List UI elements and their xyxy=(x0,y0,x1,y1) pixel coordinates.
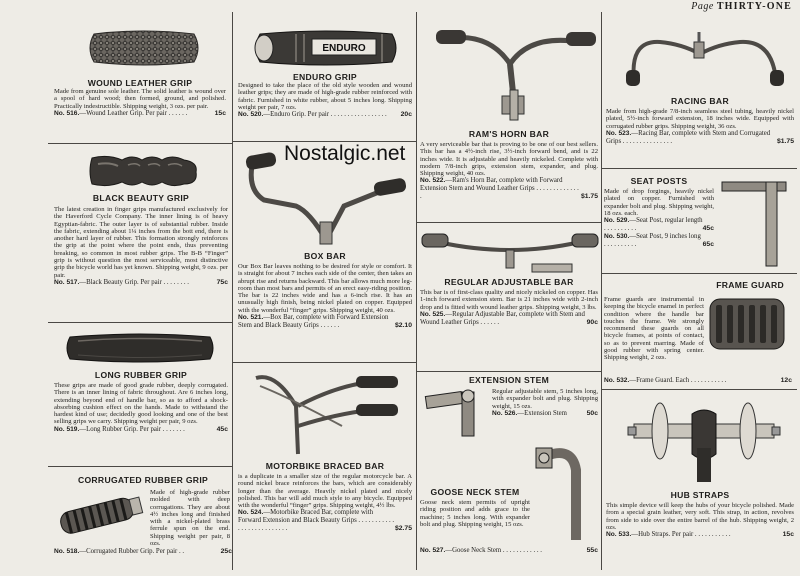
frame-guard-title: FRAME GUARD xyxy=(716,280,784,290)
racing-bar-section xyxy=(606,96,794,146)
hub-straps-section xyxy=(606,490,794,539)
rams-horn-bar-image xyxy=(430,20,596,124)
regular-adjustable-bar-title: REGULAR ADJUSTABLE BAR xyxy=(444,277,574,287)
rams-horn-bar-section xyxy=(420,129,598,201)
price: $1.75 xyxy=(580,193,598,201)
wound-leather-grip-order-line xyxy=(54,110,226,118)
section-rule xyxy=(232,362,416,363)
enduro-grip-image xyxy=(250,26,400,70)
enduro-grip-title: ENDURO GRIP xyxy=(293,72,357,82)
order-number: No. 529. xyxy=(604,217,630,225)
corrugated-rubber-grip-description: Made of high-grade rubber molded with deep corrugations. They are about 4½ inches long and finished with a nickel-plated brass ferrule spun on the end. Shipping weight per pair, 8 ozs. xyxy=(150,489,230,548)
racing-bar-image xyxy=(620,26,790,88)
order-number: No. 530. xyxy=(604,233,630,241)
section-rule xyxy=(601,389,797,390)
corrugated-rubber-grip-description-wrap xyxy=(150,489,230,547)
wound-leather-grip-image xyxy=(86,28,202,68)
price: $2.75 xyxy=(394,525,412,533)
long-rubber-grip-image xyxy=(64,331,216,365)
extension-stem-section xyxy=(420,375,598,385)
column-rule xyxy=(416,12,417,570)
section-rule xyxy=(48,466,232,467)
wound-leather-grip-section xyxy=(54,78,226,118)
goose-neck-stem-section xyxy=(420,487,530,528)
black-beauty-grip-title: BLACK BEAUTY GRIP xyxy=(92,193,190,203)
racing-bar-order-line xyxy=(606,130,794,146)
hub-straps-image xyxy=(624,394,784,486)
order-number: No. 518. xyxy=(54,548,80,555)
seat-post-regular-order-line xyxy=(604,217,714,233)
box-bar-description: Our Box Bar leaves nothing to be desired for style or comfort. It is straight for about 7 inches each side of the center, then takes an abrupt rise and returns backward. This bar allows much more leg-room than most bars and permits of an erect easy-riding position. The bar is 22 inches wide and has a 6-inch rise. It has an unusually high finish, being nickel plated on copper. Equipped with the wonderful “finger” grips. Shipping weight, 40 ozs. xyxy=(238,263,412,314)
racing-bar-title: RACING BAR xyxy=(671,96,729,106)
wound-leather-grip-title: WOUND LEATHER GRIP xyxy=(87,78,193,88)
black-beauty-grip-image xyxy=(88,150,200,192)
black-beauty-grip-description: The latest creation in finger grips manufactured exclusively for the Haverford Cycle Company. The inner lining is of heavy Egyptian-fabric. The outer layer is of substantial rubber. Inside the fabric, extending about 1¼ inches from the bott end, there is another hard layer of rubber. This formation strongly reinforces the grip at the point where the point ends, thus preventing breaking, so common in most rubber grips. The B-B “Finger” grip is without question the most serviceable, most distinctive grip the bicycle world has yet known. Shipping weight, 9 ozs. per pair. xyxy=(54,206,228,279)
order-number: No. 523. xyxy=(606,129,632,137)
motorbike-braced-bar-image xyxy=(246,366,410,456)
price: 15c xyxy=(214,109,226,117)
price: 55c xyxy=(586,547,598,554)
motorbike-braced-bar-title: MOTORBIKE BRACED BAR xyxy=(265,461,385,471)
wound-leather-grip-description: Made from genuine sole leather. The solid leather is wound over a spool of hard wood; then formed, ground, and polished. Practically indestructible. Shipping weight, 3 ozs. per pair. xyxy=(54,88,226,110)
column-rule xyxy=(601,12,602,570)
black-beauty-grip-section xyxy=(54,193,228,287)
order-description: —Hub Straps. Per pair . . . . . . . . . . . xyxy=(631,531,731,539)
long-rubber-grip-section xyxy=(54,370,228,434)
order-number: No. 517. xyxy=(54,278,80,286)
hub-straps-order-line xyxy=(606,531,794,539)
motorbike-braced-bar-order-line xyxy=(238,509,412,533)
section-rule xyxy=(416,222,601,223)
box-bar-section xyxy=(238,251,412,330)
motorbike-braced-bar-section xyxy=(238,461,412,533)
seat-post-image xyxy=(718,176,794,268)
long-rubber-grip-title: LONG RUBBER GRIP xyxy=(94,370,188,380)
price: 45c xyxy=(216,425,228,433)
goose-neck-stem-order-line xyxy=(420,547,598,555)
seat-posts-title: SEAT POSTS xyxy=(630,176,688,186)
order-description: —Motorbike Braced Bar, complete with Forward Extension and Black Beauty Grips . . . . . . . . . . . . . . . . . . . . . . . . . . xyxy=(238,509,395,533)
extension-stem-description-wrap xyxy=(492,388,598,418)
page-number: THIRTY-ONE xyxy=(716,1,792,12)
price: $2.10 xyxy=(394,322,412,330)
column-rule xyxy=(232,12,233,570)
order-description: —Corrugated Rubber Grip. Per pair . . xyxy=(79,548,185,555)
watermark: Nostalgic.net xyxy=(284,142,406,165)
price: 20c xyxy=(400,111,412,119)
extension-stem-description: Regular adjustable stem, 5 inches long, with expander bolt and plug. Shipping weight, 15 ozs. xyxy=(492,388,598,410)
price: 25c xyxy=(220,548,232,555)
long-rubber-grip-description: These grips are made of good grade rubber, deeply corrugated. There is an inner lining of fabric throughout. Are 6 inches long, extending beyond end of handle bar, so as to afford a shock-absorbing cushion effect on the hands. Made to withstand the hardest kind of use; decidedly good looking and one of the best selling grips we carry. Shipping weight per pair, 9 ozs. xyxy=(54,382,228,426)
order-description: —Black Beauty Grip. Per pair . . . . . . . . xyxy=(79,278,189,286)
frame-guard-description-wrap xyxy=(604,296,704,362)
price: 90c xyxy=(586,318,598,326)
seat-posts-description: Made of drop forgings, heavily nickel plated on copper. Furnished with expander bolt and plug. Shipping weight, 18 ozs. each. xyxy=(604,188,714,217)
goose-neck-stem-order-wrap xyxy=(420,547,598,555)
order-description: —Wound Leather Grip. Per pair . . . . . . xyxy=(79,109,188,117)
goose-neck-stem-description: Goose neck stem permits of upright riding position and adds grace to the machine; 5 inches long. With expander bolt and plug. Shipping weight, 15 ozs. xyxy=(420,499,530,528)
price: 45c xyxy=(702,225,714,233)
order-number: No. 532. xyxy=(604,377,630,384)
regular-adjustable-bar-section xyxy=(420,277,598,327)
frame-guard-description: Frame guards are instrumental in keeping the bicycle enamel in perfect condition where the handle bar touches the frame. We strongly recommend these guards on all bicycle frames, at points of contact, so as to prevent marring. Made of good rubber with spring center. Shipping weight, 2 ozs. xyxy=(604,296,704,362)
regular-adjustable-bar-order-line xyxy=(420,311,598,327)
order-description: —Seat Post, regular length . . . . . . . . . . xyxy=(604,217,703,233)
price: 65c xyxy=(702,241,714,249)
enduro-grip-section xyxy=(238,72,412,119)
corrugated-rubber-grip-order-line xyxy=(54,548,232,556)
order-number: No. 520. xyxy=(238,111,264,119)
frame-guard-order-line xyxy=(604,377,792,385)
order-description: —Ram's Horn Bar, complete with Forward Extension Stem and Wound Leather Grips . . . . . . . . . . . . . . xyxy=(420,177,579,201)
rams-horn-bar-order-line xyxy=(420,177,598,201)
order-description: —Frame Guard. Each . . . . . . . . . . . xyxy=(629,377,727,384)
section-rule xyxy=(601,168,797,169)
extension-stem-title: EXTENSION STEM xyxy=(468,375,550,385)
section-rule xyxy=(48,322,232,323)
order-description: —Box Bar, complete with Forward Extension Stem and Black Beauty Grips . . . . . . xyxy=(238,314,389,330)
seat-post-long-order-line xyxy=(604,233,714,249)
enduro-grip-description: Designed to take the place of the old style wooden and wound leather grips; they are made of high-grade rubber reinforced with fabric. Furnished in white rubber, about 5 inches long. Shipping weight per pair, 7 ozs. xyxy=(238,82,412,111)
order-number: No. 522. xyxy=(420,177,446,185)
enduro-brand-label: ENDURO xyxy=(322,43,366,54)
long-rubber-grip-order-line xyxy=(54,426,228,434)
order-number: No. 516. xyxy=(54,109,80,117)
seat-posts-section xyxy=(604,176,714,249)
order-description: —Regular Adjustable Bar, complete with Stem and Wound Leather Grips . . . . . . xyxy=(420,310,585,326)
box-bar-order-line xyxy=(238,314,412,330)
frame-guard-order-wrap xyxy=(604,377,792,385)
order-description: —Goose Neck Stem . . . . . . . . . . . . xyxy=(445,547,542,554)
extension-stem-image xyxy=(422,388,492,438)
page-header xyxy=(691,1,792,12)
section-rule xyxy=(48,143,232,144)
corrugated-rubber-grip-image xyxy=(54,494,146,536)
corrugated-rubber-grip-order-wrap xyxy=(54,548,232,556)
order-description: —Enduro Grip. Per pair . . . . . . . . . . . . . . . . . xyxy=(263,111,387,119)
corrugated-rubber-grip-section xyxy=(54,475,232,485)
goose-neck-stem-title: GOOSE NECK STEM xyxy=(430,487,520,497)
order-number: No. 525. xyxy=(420,310,446,318)
enduro-grip-order-line xyxy=(238,111,412,119)
box-bar-title: BOX BAR xyxy=(304,251,346,261)
frame-guard-image xyxy=(706,295,788,353)
regular-adjustable-bar-image xyxy=(420,228,600,278)
price: 15c xyxy=(782,531,794,539)
order-number: No. 519. xyxy=(54,425,80,433)
goose-neck-stem-image xyxy=(532,440,598,548)
section-rule xyxy=(601,273,797,274)
page-label: Page xyxy=(691,1,714,12)
hub-straps-description: This simple device will keep the hubs of your bicycle polished. Made from a special grain leather, very soft. This strap, in action, revolves from side to side over the entire barrel of the hub. Shipping weight, 2 ozs. xyxy=(606,502,794,531)
frame-guard-title-wrap xyxy=(606,280,794,290)
racing-bar-description: Made from high-grade 7/8-inch seamless steel tubing, heavily nickel plated, 5½-inch forward extension, 18 inches wide. Equipped with corrugated rubber grips. Shipping weight, 36 ozs. xyxy=(606,108,794,130)
price: $1.75 xyxy=(776,137,794,145)
order-number: No. 524. xyxy=(238,509,264,517)
section-rule xyxy=(416,371,601,372)
order-number: No. 521. xyxy=(238,314,264,322)
rams-horn-bar-title: RAM'S HORN BAR xyxy=(468,129,550,139)
order-number: No. 527. xyxy=(420,547,446,554)
motorbike-braced-bar-description: is a duplicate in a smaller size of the regular motorcycle bar. A round nickel brace reinforces the bars, which are considerably longer than the average. Heavily nickel plated and nicely polished. This bar will add much style to any bicycle. Equipped with the wonderful “finger” grips. Shipping weight, 4½ lbs. xyxy=(238,473,412,510)
price: 75c xyxy=(216,278,228,286)
extension-stem-order-line xyxy=(492,410,598,418)
order-description: —Long Rubber Grip. Per pair . . . . . . . xyxy=(79,425,185,433)
rams-horn-bar-description: A very serviceable bar that is proving to be one of our best sellers. This bar has a 4½-inch rise, 3½-inch forward bend, and is 22 inches wide. It is adjustable and heavily nickeled. Complete with modern 7/8-inch grips, extension stem, expander, and plug. Shipping weight, 40 ozs. xyxy=(420,141,598,178)
order-number: No. 526. xyxy=(492,409,518,417)
black-beauty-grip-order-line xyxy=(54,279,228,287)
regular-adjustable-bar-description: This bar is of first-class quality and nicely nickeled on copper. Has 1-inch forward extension stem. Bar is 21 inches wide with 2-inch drop and is fitted with wound leather grips. Shipping weight, 3 lbs. xyxy=(420,289,598,311)
order-description: —Extension Stem xyxy=(517,409,567,417)
order-description: —Racing Bar, complete with Stem and Corrugated Grips . . . . . . . . . . . . . . . xyxy=(606,129,771,145)
order-description: —Seat Post, 9 inches long . . . . . . . . . . xyxy=(604,233,701,249)
order-number: No. 533. xyxy=(606,531,632,539)
corrugated-rubber-grip-title: CORRUGATED RUBBER GRIP xyxy=(77,475,209,485)
price: 12c xyxy=(780,377,792,384)
price: 50c xyxy=(586,409,598,417)
hub-straps-title: HUB STRAPS xyxy=(670,490,730,500)
